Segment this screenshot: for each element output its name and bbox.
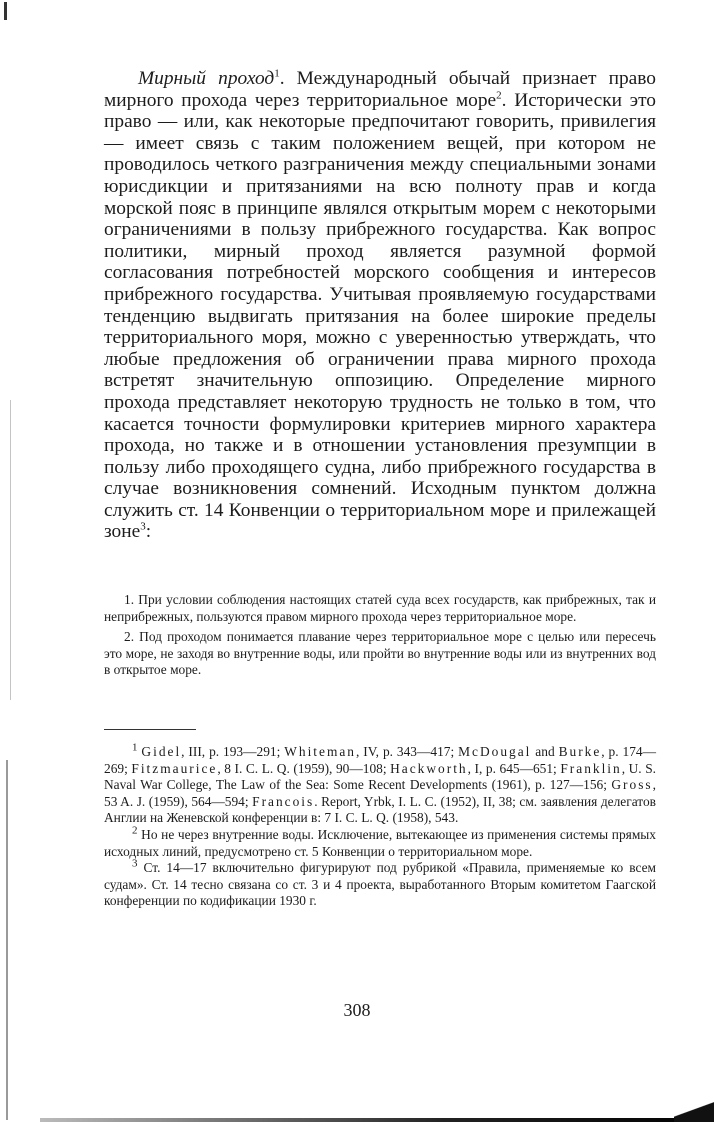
footnote-1-text: , IV, p. 343—417; [356,744,459,759]
author-gidel: Gidel [141,744,182,759]
main-text [104,68,656,565]
author-burke: Burke [558,744,602,759]
author-mcdougal: McDougal [458,744,532,759]
quote-paragraph-1: 1. При условии соблюдения настоящих статей суда всех государств, как прибрежных, так и неприбрежных, пользуются правом мирного прохода через территориальное море. [104,592,656,624]
main-text-part-3: : [145,521,152,543]
footnote-1-text: , III, p. 193—291; [181,744,285,759]
footnotes [104,741,657,910]
scan-artifact-bottom [40,1118,714,1122]
footnote-2 [104,824,656,860]
scan-artifact-corner [674,1096,714,1122]
footnote-ref-3: 3 [140,521,146,533]
footnote-1-text: , I, p. 645—651; [467,760,561,776]
footnote-mark-2: 2 [132,824,138,837]
footnote-1 [104,741,657,827]
author-fitzmaurice: Fitzmaurice [131,760,218,776]
author-whiteman: Whiteman [284,744,357,759]
footnote-3 [104,857,656,910]
author-franklin: Franklin [560,760,622,776]
footnote-1-text: , 8 I. C. L. Q. (1959), 90—108; [217,760,391,776]
article-quote [104,592,656,679]
footnote-separator [104,729,196,730]
main-paragraph [104,68,656,565]
footnote-mark-3: 3 [132,857,138,870]
footnote-1-text: , 53 A. J. (1959), 564—594; [104,777,656,809]
author-gross: Gross [611,777,653,793]
author-francois: Francois [252,793,315,809]
footnote-1-text: and [531,744,559,759]
scan-artifact-left-faint [10,400,11,700]
footnote-ref-1: 1 [274,67,280,80]
footnote-1-text: . Report, Yrbk, I. L. C. (1952), II, 38; см. заявления делегатов Англии на Женевской конференции в: 7 I. C. L. Q. (1958), 543. [104,793,657,826]
footnote-1-text: , p. 174—269; [104,744,656,776]
footnote-ref-2: 2 [496,89,502,102]
author-hackworth: Hackworth [390,760,468,776]
footnote-3-text: Ст. 14—17 включительно фигурируют под рубрикой «Правила, применяемые ко всем судам». Ст. 14 тесно связана со ст. 3 и 4 проекта, выработанного Вторым комитетом Гаагской конференции по кодификации 1930 г. [104,860,656,909]
page-number: 308 [343,1000,371,1020]
scan-artifact-top [4,2,7,20]
footnote-mark-1: 1 [132,741,138,754]
main-text-part-1: . Международный обычай признает право мирного прохода через территориальное море [104,68,656,111]
footnote-1-text: , U. S. Naval War College, The Law of the Sea: Some Recent Developments (1961), p. 127—156; [104,760,657,793]
footnote-2-text: Но не через внутренние воды. Исключение, вытекающее из применения системы прямых исходных линий, предусмотрено ст. 5 Конвенции о территориальном море. [104,826,656,859]
scan-artifact-left [6,760,8,1120]
main-text-part-2: . Исторически это право — или, как некоторые предпочитают говорить, привилегия — имеет связь с таким положением вещей, при котором не проводилось четкого разграничения между специальными зонами юрисдикции и притязаниями на всю полноту прав и когда морской пояс в принципе являлся открытым морем с некоторыми ограничениями в пользу прибрежного государства. Как вопрос политики, мирный проход является разумной формой согласования потребностей морского сообщения и интересов прибрежного государства. Учитывая проявляемую государствами тенденцию выдвигать притязания на более широкие пределы территориального моря, можно с уверенностью утверждать, что любые предложения об ограничении права мирного прохода встретят значительную оппозицию. Определение мирного прохода представляет некоторую трудность не только в том, что касается точности формулировки критериев мирного характера прохода, но также и в отношении установления презумпции в пользу либо проходящего судна, либо прибрежного государства в случае возникновения сомнений. Исходным пунктом должна служить ст. 14 Конвенции о территориальном море и прилежащей зоне [104,89,656,543]
section-heading-italic: Мирный проход [138,68,275,89]
quote-paragraph-2: 2. Под проходом понимается плавание через территориальное море с целью или пересечь это море, не заходя во внутренние воды, или пройти во внутренние воды или из внутренних вод в открытое море. [104,629,656,678]
